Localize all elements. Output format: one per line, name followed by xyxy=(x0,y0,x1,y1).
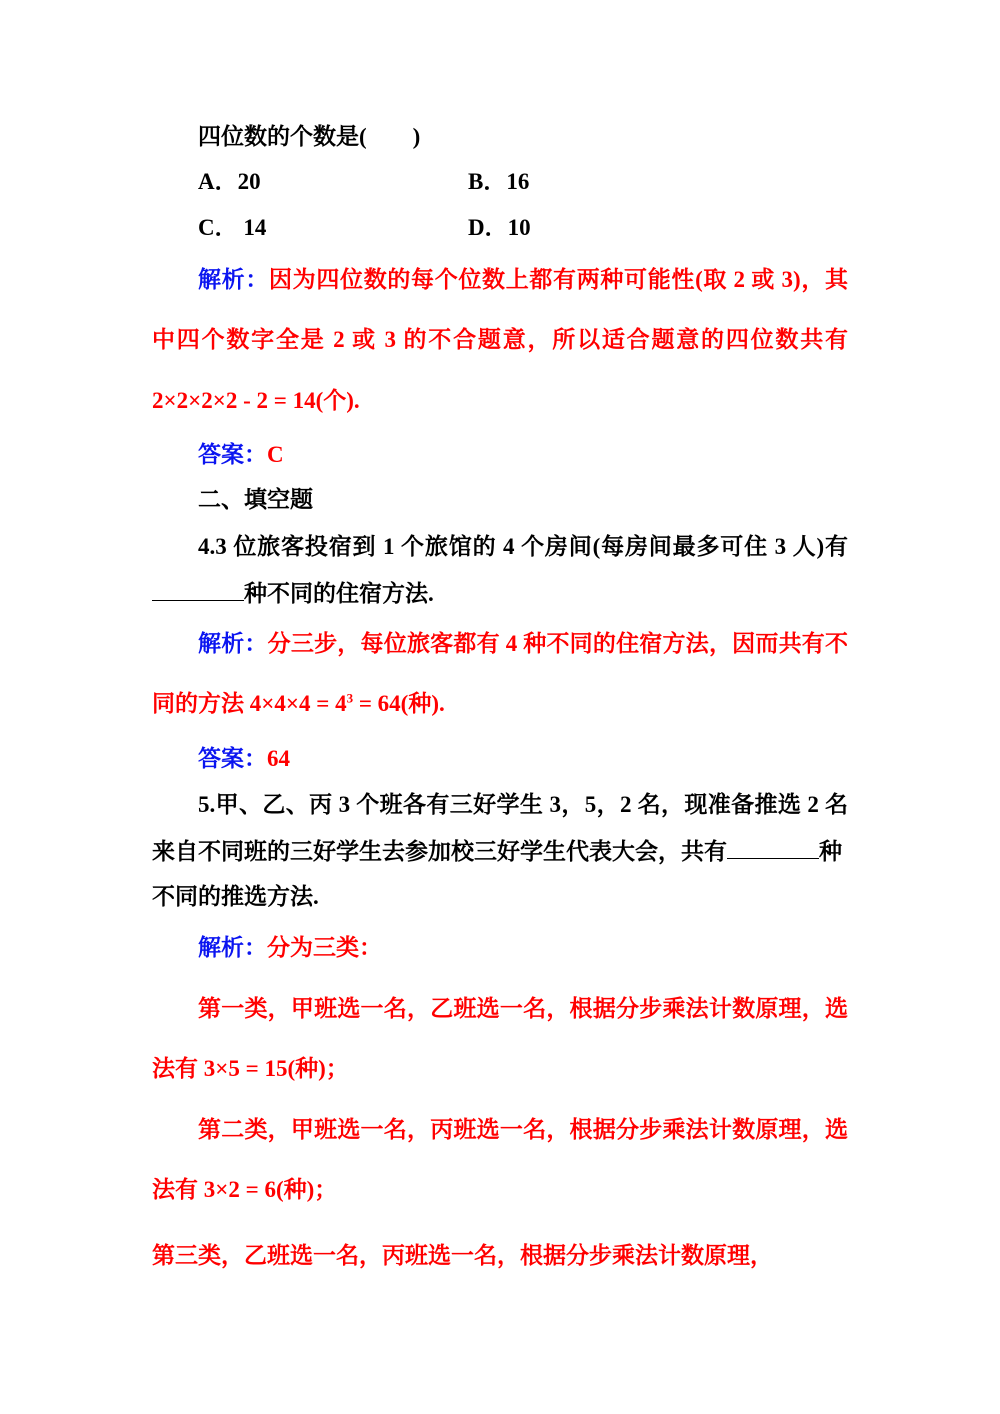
analysis-label: 解析： xyxy=(198,935,267,960)
option-a xyxy=(198,167,261,197)
q5-analysis-line-3: 第二类，甲班选一名，丙班选一名，根据分步乘法计数原理，选 xyxy=(198,1117,848,1142)
option-label: D． xyxy=(468,215,508,240)
analysis-label: 解析： xyxy=(198,631,268,656)
exponent: 3 xyxy=(346,690,354,706)
option-c xyxy=(198,213,266,243)
option-label: C． xyxy=(198,215,238,240)
q3-analysis-line-3: 2×2×2×2 - 2 = 14(个). xyxy=(152,388,360,413)
q3-analysis-line-1 xyxy=(198,265,848,295)
stem-text: 种不同的住宿方法. xyxy=(244,581,434,606)
section-title: 二、填空题 xyxy=(198,487,313,512)
q5-analysis-line-5: 第三类，乙班选一名，丙班选一名，根据分步乘法计数原理， xyxy=(152,1243,773,1268)
stem-text: 来自不同班的三好学生去参加校三好学生代表大会，共有 xyxy=(152,839,727,864)
option-b xyxy=(468,167,529,197)
q5-analysis-line-2: 法有 3×5 = 15(种)； xyxy=(152,1056,349,1081)
option-label: B． xyxy=(468,169,507,194)
stem-text: 种 xyxy=(819,839,842,864)
option-value: 14 xyxy=(243,215,267,240)
q3-options-row-2 xyxy=(0,213,1000,243)
q5-analysis-intro xyxy=(198,933,848,963)
analysis-label: 解析： xyxy=(198,267,270,292)
option-d xyxy=(468,213,531,243)
q4-stem-line-1: 4.3 位旅客投宿到 1 个旅馆的 4 个房间(每房间最多可住 3 人)有 xyxy=(198,534,848,559)
analysis-text: 因为四位数的每个位数上都有两种可能性(取 2 或 3)，其 xyxy=(269,267,848,292)
answer-blank[interactable] xyxy=(727,836,819,859)
q5-stem-line-3: 不同的推选方法. xyxy=(152,884,319,909)
option-value: 16 xyxy=(506,169,530,194)
analysis-text: 分三步，每位旅客都有 4 种不同的住宿方法，因而共有不 xyxy=(267,631,849,656)
q5-analysis-line-4: 法有 3×2 = 6(种)； xyxy=(152,1177,338,1202)
q3-options-row-1 xyxy=(0,167,1000,197)
q5-stem-line-2 xyxy=(152,836,848,866)
q4-analysis-line-2 xyxy=(152,689,848,719)
analysis-text: 同的方法 4×4×4 = 4 xyxy=(152,691,347,716)
option-value: 10 xyxy=(507,215,531,240)
q5-analysis-line-1: 第一类，甲班选一名，乙班选一名，根据分步乘法计数原理，选 xyxy=(198,996,848,1021)
answer-value: C xyxy=(267,442,284,467)
analysis-text: 分为三类： xyxy=(267,935,382,960)
option-value: 20 xyxy=(237,169,261,194)
option-label: A． xyxy=(198,169,238,194)
answer-blank[interactable] xyxy=(152,578,244,601)
answer-label: 答案： xyxy=(198,442,267,467)
q3-answer xyxy=(198,440,848,470)
q4-analysis-line-1 xyxy=(198,629,848,659)
q3-analysis-line-2: 中四个数字全是 2 或 3 的不合题意，所以适合题意的四位数共有 xyxy=(152,327,848,352)
answer-label: 答案： xyxy=(198,746,267,771)
q3-stem-tail: 四位数的个数是( ) xyxy=(198,124,421,149)
q4-answer xyxy=(198,744,848,774)
q4-stem-line-2 xyxy=(152,578,848,608)
analysis-text: = 64(种). xyxy=(353,691,445,716)
answer-value: 64 xyxy=(267,746,290,771)
q5-stem-line-1: 5.甲、乙、丙 3 个班各有三好学生 3，5，2 名，现准备推选 2 名 xyxy=(198,792,848,817)
